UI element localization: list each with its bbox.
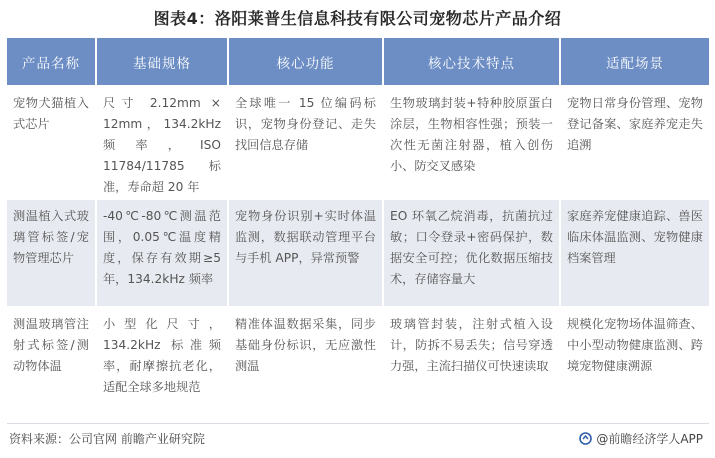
brand-credit [579,430,703,447]
qianzhan-logo-icon [579,432,592,445]
column-header-scenario: 适配场景 [560,38,709,86]
page-title: 图表4：洛阳莱普生信息科技有限公司宠物芯片产品介绍 [153,9,562,28]
column-header-core-function: 核心功能 [228,38,383,86]
cell-core-function: 宠物身份识别+实时体温监测，数据联动管理平台与手机 APP，异常预警 [228,199,383,307]
column-header-basic-spec: 基础规格 [96,38,228,86]
brand-label: @前瞻经济学人APP [596,432,703,446]
column-header-core-tech: 核心技术特点 [383,38,560,86]
cell-core-tech: 生物玻璃封装+特种胶原蛋白涂层，生物相容性强；预装一次性无菌注射器，植入创伤小、防交叉感染 [383,86,560,199]
cell-product-name: 测温植入式玻璃管标签/宠物管理芯片 [7,199,96,307]
cell-basic-spec: 尺寸 2.12mm × 12mm，134.2kHz 频率，ISO 11784/11785 标准，寿命超 20 年 [96,86,228,199]
table-row [7,307,709,418]
cell-basic-spec: -40℃-80℃测温范围，0.05℃温度精度，保存有效期≥5年，134.2kHz 频率 [96,199,228,307]
table-header-row [7,38,709,86]
footer-divider [7,423,709,424]
cell-core-tech: 玻璃管封装，注射式植入设计，防拆不易丢失；信号穿透力强，主流扫描仪可快速读取 [383,307,560,418]
cell-scenario: 家庭养宠健康追踪、兽医临床体温监测、宠物健康档案管理 [560,199,709,307]
source-note: 资料来源：公司官网 前瞻产业研究院 [9,432,205,446]
cell-scenario: 宠物日常身份管理、宠物登记备案、家庭养宠走失追溯 [560,86,709,199]
table-row [7,86,709,199]
cell-core-function: 全球唯一 15 位编码标识，宠物身份登记、走失找回信息存储 [228,86,383,199]
cell-core-function: 精准体温数据采集，同步基础身份标识，无应激性测温 [228,307,383,418]
cell-scenario: 规模化宠物场体温筛查、中小型动物健康监测、跨境宠物健康溯源 [560,307,709,418]
product-table [7,38,709,418]
table-row [7,199,709,307]
cell-basic-spec: 小型化尺寸，134.2kHz 标准频率，耐摩擦抗老化，适配全球多地规范 [96,307,228,418]
column-header-product-name: 产品名称 [7,38,96,86]
product-table-wrapper [7,38,709,417]
cell-core-tech: EO 环氧乙烷消毒，抗菌抗过敏；口令登录+密码保护，数据安全可控；优化数据压缩技术，存储容量大 [383,199,560,307]
cell-product-name: 宠物犬猫植入式芯片 [7,86,96,199]
cell-product-name: 测温玻璃管注射式标签/测动物体温 [7,307,96,418]
